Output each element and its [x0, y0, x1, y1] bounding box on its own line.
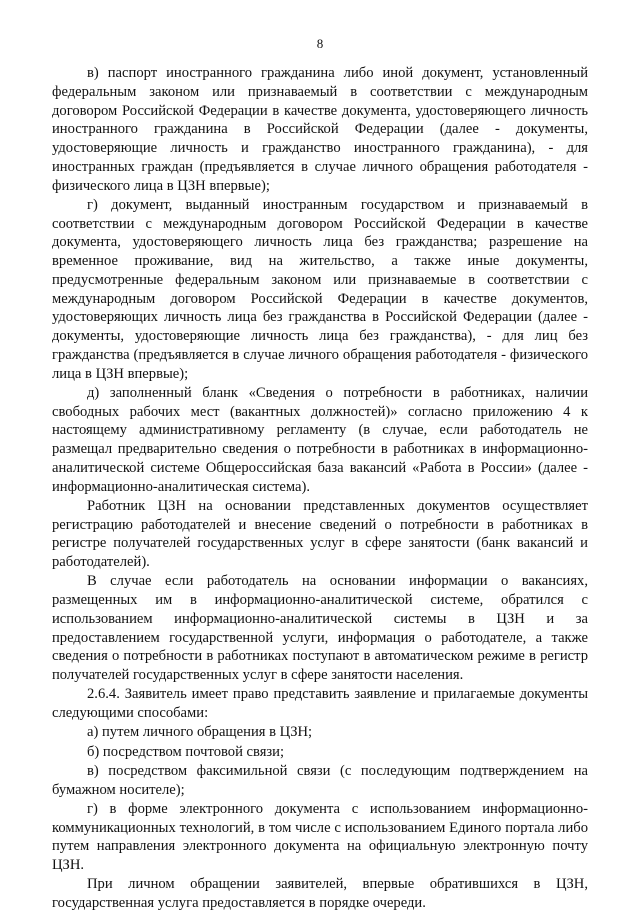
paragraph-submission-methods: 2.6.4. Заявитель имеет право представить заявление и прилагаемые документы следующими способами:: [52, 686, 588, 721]
paragraph-stateless-document: г) документ, выданный иностранным государством и признаваемый в соответствии с международным договором Российской Федерации в качестве документа, удостоверяющего личность лица без гражданства; разрешение на временное проживание, вид на жительство, а также иные документы, предусмотренные федеральным законом или признаваемые в соответствии с международным договором Российской Федерации в качестве документов, удостоверяющих личность лица без гражданства в Российской Федерации (далее - документы, удостоверяющие личность лица без гражданства), - для лиц без гражданства (предъявляется в случае личного обращения работодателя - физического лица в ЦЗН впервые);: [52, 196, 588, 382]
list-item-electronic: г) в форме электронного документа с использованием информационно-коммуникационных технологий, в том числе с использованием Единого портала либо путем направления электронного документа на официальную электронную почту ЦЗН.: [52, 800, 588, 873]
paragraph-employer-registration: Работник ЦЗН на основании представленных документов осуществляет регистрацию работодателей и внесение сведений о потребности в работниках в регистре получателей государственных услуг в сфере занятости (банк вакансий и работодателей).: [52, 497, 588, 570]
paragraph-vacancy-form: д) заполненный бланк «Сведения о потребности в работниках, наличии свободных рабочих мест (вакантных должностей)» согласно приложению 4 к настоящему административному регламенту (в случае, если работодатель не размещал предварительно сведения о потребности в работниках в информационно-аналитической системе Общероссийская база вакансий «Работа в России» (далее - информационно-аналитическая система).: [52, 384, 588, 495]
page-number: 8: [316, 36, 324, 51]
list-item-fax: в) посредством факсимильной связи (с последующим подтверждением на бумажном носителе);: [52, 762, 588, 798]
document-body: [52, 64, 588, 913]
paragraph-information-system: В случае если работодатель на основании информации о вакансиях, размещенных им в информационно-аналитической системе, обратился с использованием информационно-аналитической системы в ЦЗН и за предоставлением государственной услуги, информация о работодателе, а также сведения о потребности в работниках поступают в автоматическом режиме в регистр получателей государственных услуг в сфере занятости населения.: [52, 573, 588, 683]
list-item-postal: б) посредством почтовой связи;: [87, 743, 285, 760]
paragraph-passport-foreign-citizen: в) паспорт иностранного гражданина либо иной документ, установленный федеральным законом или признаваемый в соответствии с международным договором Российской Федерации в качестве документа, удостоверяющего личность иностранного гражданина в Российской Федерации (далее - документы, удостоверяющие личность и гражданство иностранного гражданина), - для иностранных граждан (предъявляется в случае личного обращения работодателя - физического лица в ЦЗН впервые);: [52, 65, 588, 194]
paragraph-queue-order: При личном обращении заявителей, впервые обратившихся в ЦЗН, государственная услуга предоставляется в порядке очереди.: [52, 876, 588, 911]
list-item-personal-visit: а) путем личного обращения в ЦЗН;: [87, 724, 313, 741]
